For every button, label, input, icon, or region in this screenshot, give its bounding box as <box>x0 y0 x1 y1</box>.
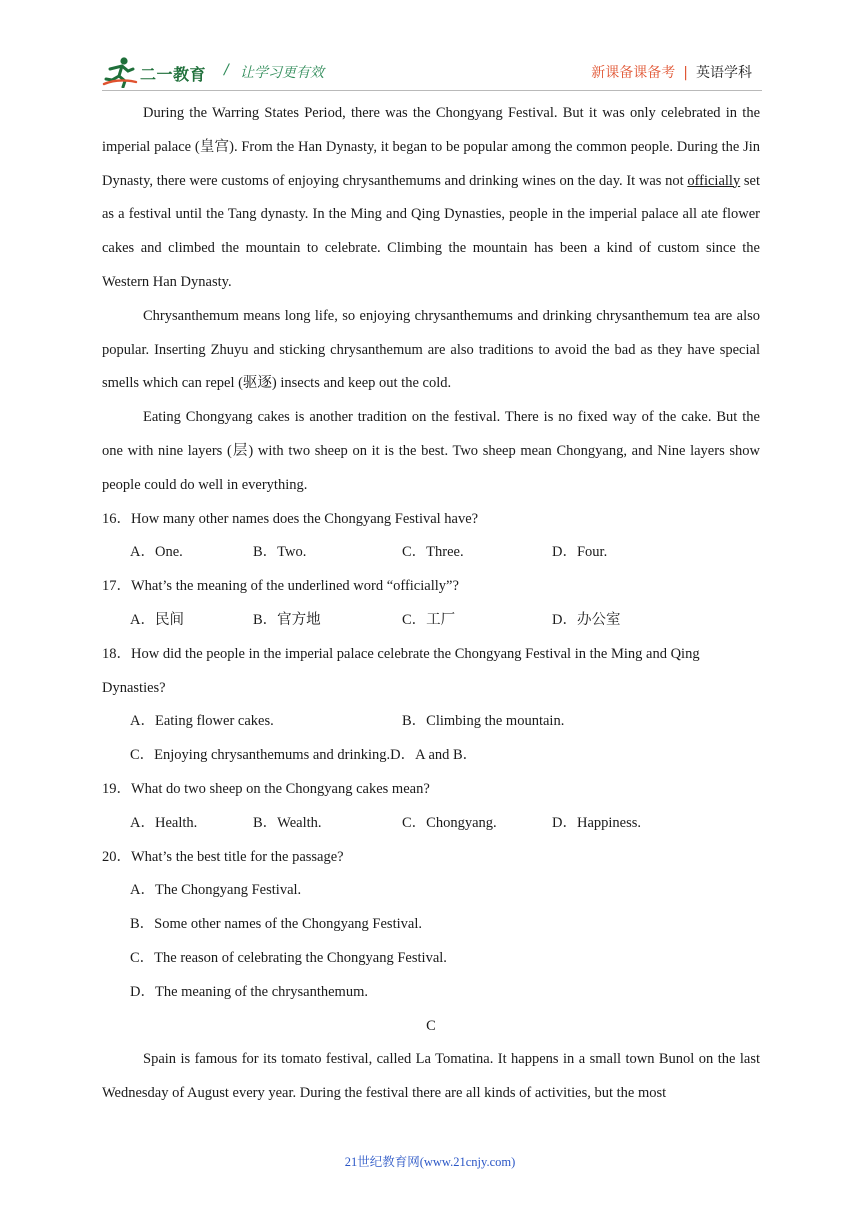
question-19: 19．What do two sheep on the Chongyang cakes mean? <box>102 780 430 797</box>
header-divider <box>102 90 762 91</box>
p1-text-b: set as a festival until the Tang dynasty. In the Ming and Qing Dynasties, people in the imperial palace all ate flower cakes and climbed the mountain to celebrate. Climbing the mountain has been a kind of custom since the Western Han Dynasty. <box>102 172 760 290</box>
underlined-word: officially <box>687 172 741 189</box>
option-c: C．工厂 <box>402 611 456 628</box>
page-footer: 21世纪教育网(www.21cnjy.com) <box>344 1155 516 1169</box>
option-d: D．办公室 <box>552 611 621 628</box>
header-course: 新课备课备考 <box>591 65 676 81</box>
option-c: C．Three. <box>402 544 464 561</box>
question-17-options <box>102 604 760 638</box>
option-d: D．Four. <box>552 544 608 561</box>
question-16-options <box>102 536 760 570</box>
option-c: C．Chongyang. <box>402 814 497 831</box>
question-18-options-cd <box>102 739 760 773</box>
logo-text: 二一教育 <box>140 65 207 84</box>
slogan-separator: / <box>224 62 229 78</box>
option-d: D．The meaning of the chrysanthemum. <box>130 983 368 1000</box>
runner-logo-icon <box>102 56 138 88</box>
option-b: B．Two. <box>253 544 307 561</box>
document-body <box>102 97 760 1111</box>
option-a: A．Eating flower cakes. <box>130 713 274 730</box>
p1-text-a: During the Warring States Period, there was the Chongyang Festival. But it was only celebrated in the imperial palace (皇宫). From the Han Dynasty, it began to be popular among the common people. During the Jin Dynasty, there were customs of enjoying chrysanthemums and drinking wines on the day. It was not <box>102 105 760 189</box>
header-right <box>591 62 752 82</box>
question-18: 18．How did the people in the imperial palace celebrate the Chongyang Festival in the Ming and Qing <box>102 645 700 662</box>
section-c-paragraph-1: Spain is famous for its tomato festival, called La Tomatina. It happens in a small town Bunol on the last Wednesday of August every year. During the festival there are all kinds of activities, but the most <box>102 1051 760 1102</box>
passage-paragraph-2: Chrysanthemum means long life, so enjoying chrysanthemums and drinking chrysanthemum tea are also popular. Inserting Zhuyu and sticking chrysanthemum are also traditions to avoid the bad as they have special smells which can repel (驱逐) insects and keep out the cold. <box>102 307 760 392</box>
section-c-heading: C <box>426 1017 436 1034</box>
question-17: 17．What’s the meaning of the underlined word “officially”? <box>102 578 459 595</box>
option-b: B．Climbing the mountain. <box>402 713 565 730</box>
passage-paragraph-3: Eating Chongyang cakes is another tradition on the festival. There is no fixed way of the cake. But the one with nine layers (层) with two sheep on it is the best. Two sheep mean Chongyang, and Nine layers show people could do well in everything. <box>102 409 760 493</box>
header-separator: | <box>683 65 688 81</box>
question-18-continued: Dynasties? <box>102 679 166 696</box>
option-a: A．One. <box>130 544 183 561</box>
option-b: B．Some other names of the Chongyang Festival. <box>130 916 422 933</box>
option-c: C．Enjoying chrysanthemums and drinking. <box>130 747 391 764</box>
option-d: D．Happiness. <box>552 814 642 831</box>
option-a: A．Health. <box>130 814 198 831</box>
option-b: B．Wealth. <box>253 814 322 831</box>
question-16: 16．How many other names does the Chongyang Festival have? <box>102 510 479 527</box>
option-c: C．The reason of celebrating the Chongyang Festival. <box>130 949 447 966</box>
option-d: D．A and B． <box>390 747 478 764</box>
question-18-options-ab <box>102 705 760 739</box>
question-20: 20．What’s the best title for the passage? <box>102 848 344 865</box>
option-b: B．官方地 <box>253 611 321 628</box>
passage-paragraph-1 <box>102 97 760 300</box>
page-header <box>102 54 762 92</box>
option-a: A．The Chongyang Festival. <box>130 882 302 899</box>
question-19-options <box>102 807 760 841</box>
header-subject: 英语学科 <box>696 65 752 81</box>
option-a: A．民间 <box>130 611 184 628</box>
logo <box>102 56 214 88</box>
slogan: 让学习更有效 <box>240 65 324 81</box>
